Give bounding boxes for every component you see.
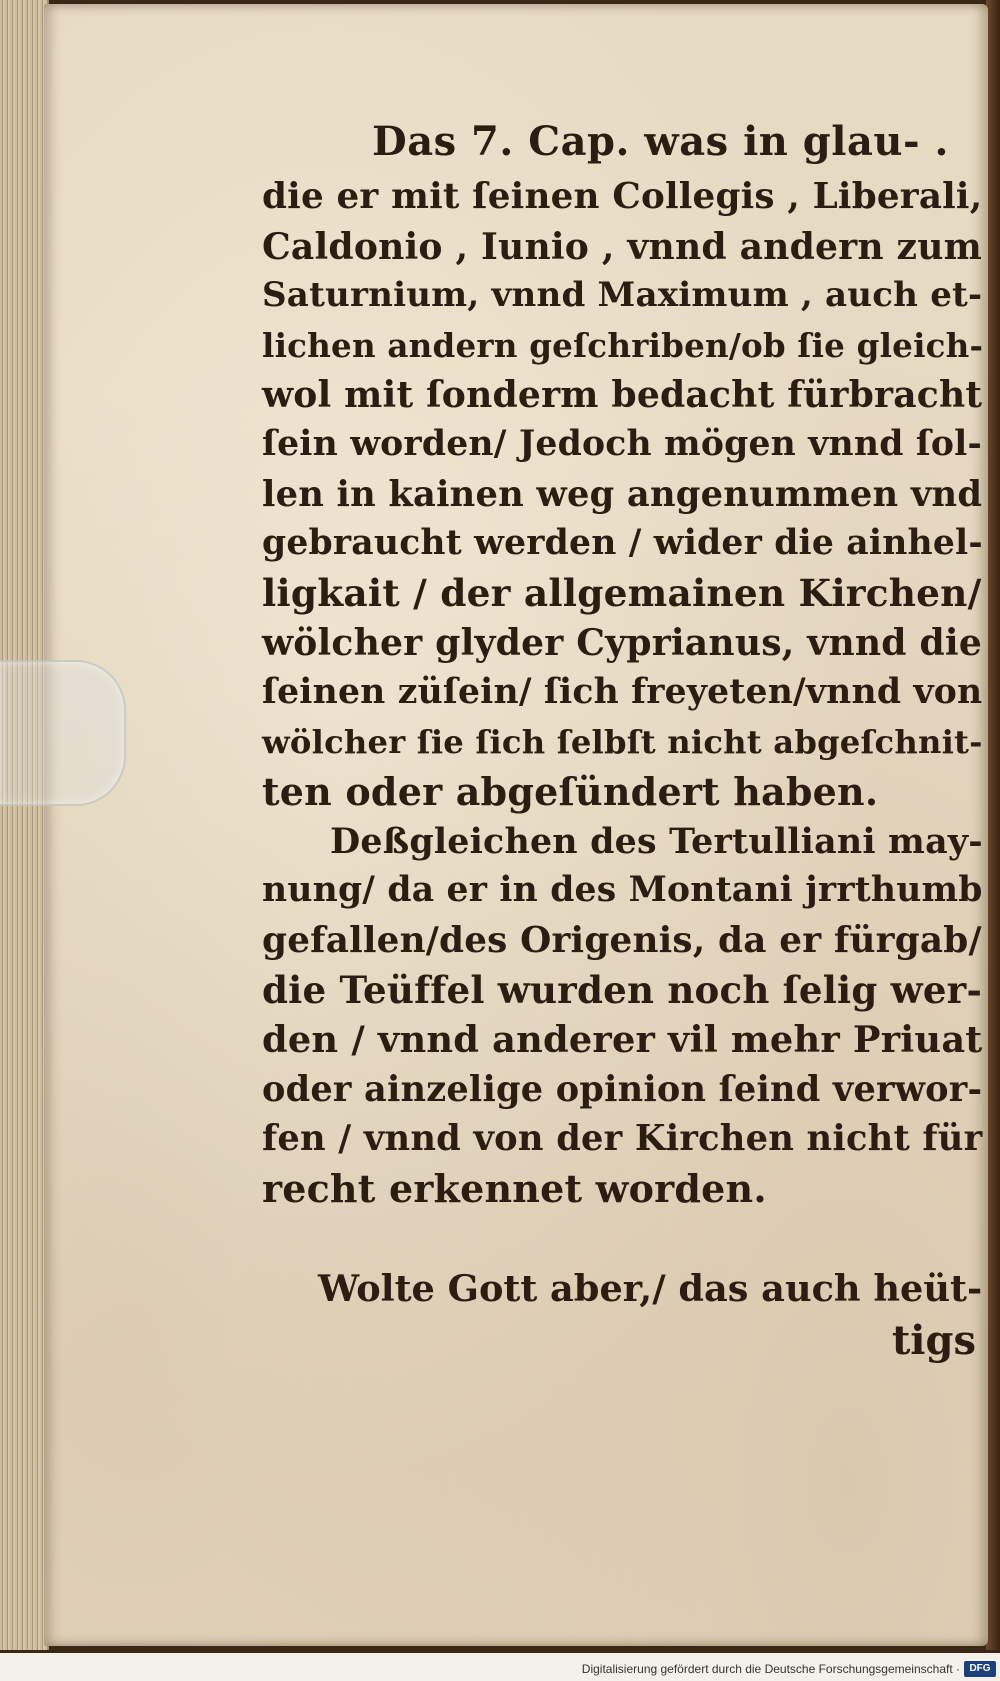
text-line: ligkait / der allgemainen Kirchen/ <box>262 570 982 615</box>
footer-credit: Digitalisierung gefördert durch die Deutsche Forschungsgemeinschaft · <box>581 1662 960 1676</box>
paragraph-1 <box>262 172 982 817</box>
page-edges <box>0 0 49 1650</box>
text-line: fen / vnnd von der Kirchen nicht für <box>262 1118 983 1160</box>
running-head: Das 7. Cap. was in glau- . <box>372 118 949 165</box>
text-line: nung/ da er in des Montani jrrthumb <box>262 870 983 911</box>
text-line: lichen andern geſchriben/ob ſie gleich- <box>262 325 984 365</box>
text-line: ſeinen züſein/ ſich freyeten/vnnd von <box>262 671 983 712</box>
catchword: tigs <box>891 1317 976 1365</box>
text-line: Deßgleichen des Tertulliani may- <box>330 820 983 862</box>
text-line: Caldonio , Iunio , vnnd andern zum <box>262 224 983 268</box>
text-line: recht erkennet worden. <box>262 1165 767 1211</box>
paragraph-2 <box>262 817 982 1214</box>
text-line: ten oder abgeſündert haben. <box>262 769 879 815</box>
page-clip <box>0 660 126 806</box>
spacer <box>262 1213 982 1263</box>
text-line: gefallen/des Origenis, da er fürgab/ <box>262 918 982 961</box>
text-line: ſein worden/ Jedoch mögen vnnd ſol- <box>262 423 983 464</box>
text-line: len in kainen weg angenummen vnd <box>262 473 983 515</box>
text-line: Saturnium, vnnd Maximum , auch et- <box>262 275 983 316</box>
page-text <box>262 112 982 1367</box>
text-line: gebraucht werden / wider die ainhel- <box>262 523 983 564</box>
text-line: die er mit ſeinen Collegis , Liberali, <box>262 175 983 217</box>
text-line: den / vnnd anderer vil mehr Priuat <box>262 1018 983 1062</box>
dfg-logo-icon: DFG <box>964 1661 996 1677</box>
text-line: oder ainzelige opinion ſeind verwor- <box>262 1068 983 1110</box>
book-cover-edge <box>986 0 1000 1650</box>
digitization-footer <box>0 1653 1000 1681</box>
text-line: wölcher ſie ſich ſelbſt nicht abgeſchnit- <box>262 722 983 761</box>
text-line: wölcher glyder Cyprianus, vnnd die <box>262 621 982 665</box>
closing-line: Wolte Gott aber,/ das auch heüt- <box>318 1267 983 1311</box>
text-line: die Teüffel wurden noch ſelig wer- <box>262 967 983 1012</box>
text-line: wol mit ſonderm bedacht fürbracht <box>262 373 983 417</box>
